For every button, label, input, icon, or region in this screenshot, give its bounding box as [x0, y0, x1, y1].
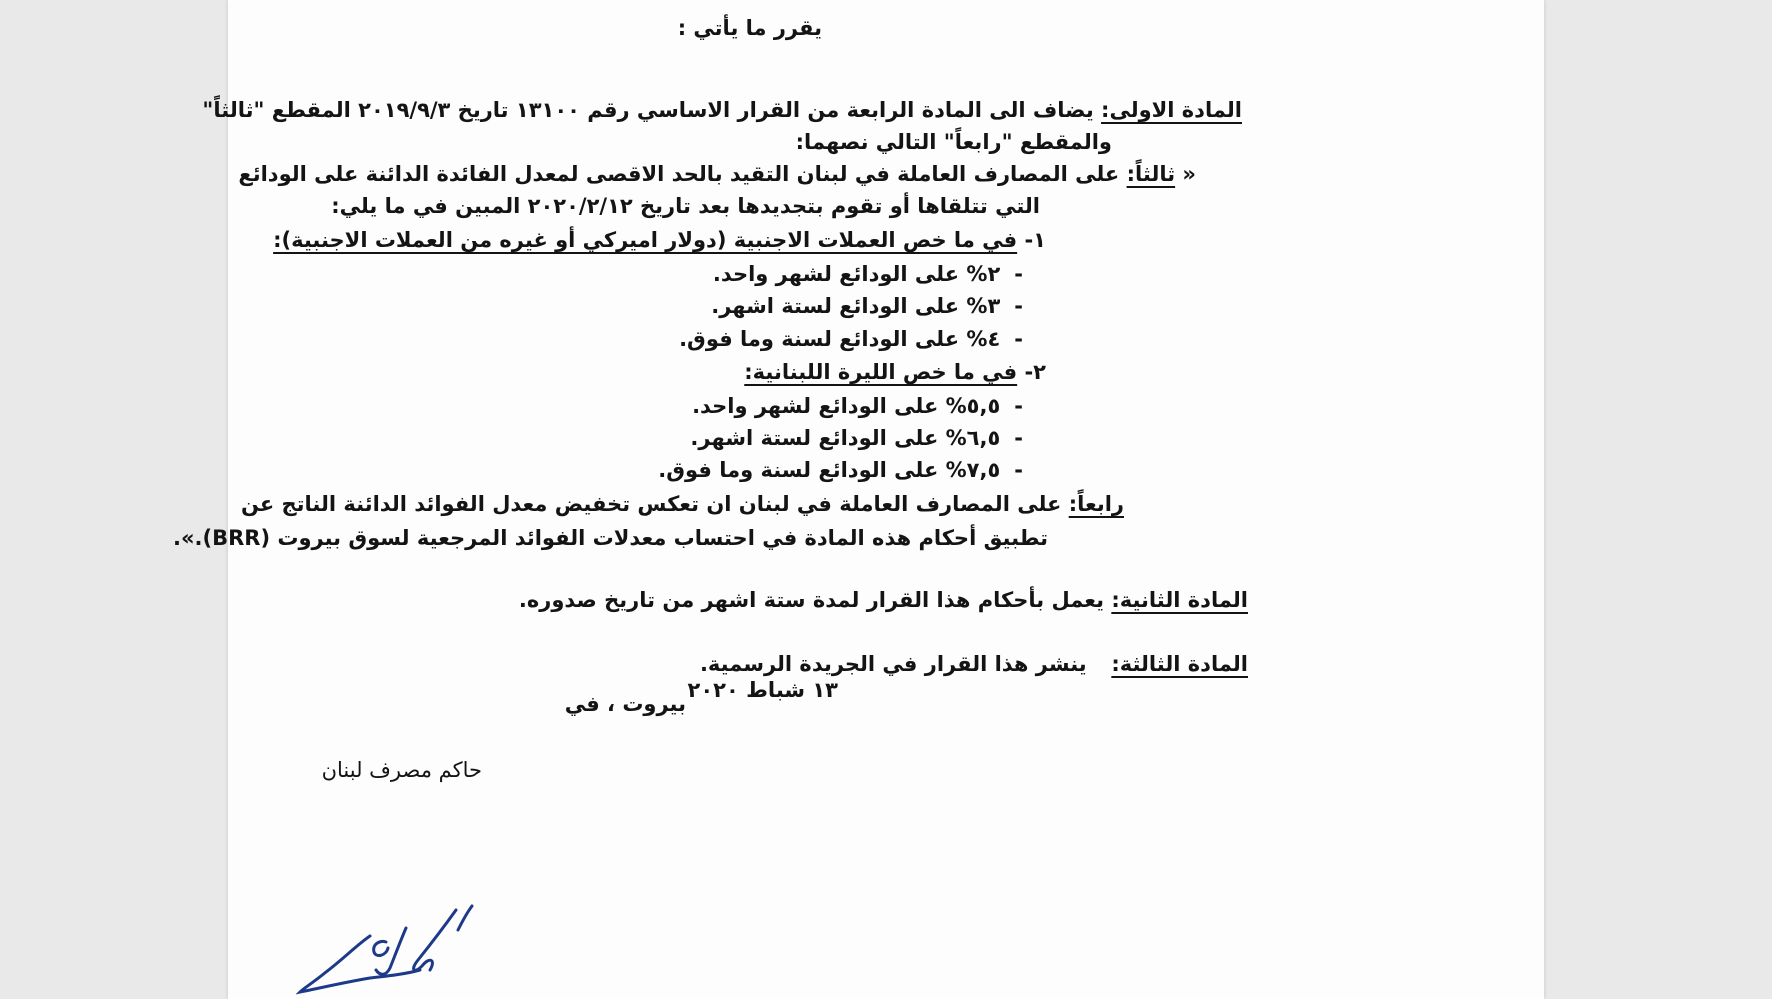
item-dash: -: [1014, 327, 1023, 351]
list-item-text: ٦,٥% على الودائع لستة اشهر.: [690, 426, 1001, 450]
list-item-text: ٤% على الودائع لسنة وما فوق.: [679, 327, 1001, 351]
section2-heading: [744, 358, 1046, 386]
list-item-text: ٣% على الودائع لستة اشهر.: [711, 294, 1001, 318]
section1-title: في ما خص العملات الاجنبية (دولار اميركي أو غيره من العملات الاجنبية):: [273, 228, 1018, 252]
list-item: [692, 392, 1023, 420]
list-item: [679, 325, 1023, 353]
list-item: [690, 424, 1023, 452]
fourth-line1: [241, 490, 1124, 518]
article3-text: ينشر هذا القرار في الجريدة الرسمية.: [699, 652, 1087, 676]
fourth-text-line2: تطبيق أحكام هذه المادة في احتساب معدلات الفوائد المرجعية لسوق بيروت (BRR).».: [172, 526, 1048, 550]
section1-heading: [273, 226, 1046, 254]
fourth-line2: [173, 524, 1048, 552]
section1-num: ١-: [1024, 228, 1046, 252]
third-line2: [331, 192, 1040, 220]
section2-num: ٢-: [1024, 360, 1046, 384]
document-page: [172, 0, 1544, 999]
fourth-text-line1: على المصارف العاملة في لبنان ان تعكس تخفيض معدل الفوائد الدائنة الناتج عن: [240, 492, 1062, 516]
article3: [700, 650, 1248, 678]
third-text-line2: التي تتلقاها أو تقوم بتجديدها بعد تاريخ ٢٠٢٠/٢/١٢ المبين في ما يلي:: [331, 194, 1040, 218]
issue-place: [565, 690, 686, 718]
handwritten-signature: [296, 900, 496, 996]
issue-place-value: بيروت ، في: [564, 692, 686, 716]
article2-text: يعمل بأحكام هذا القرار لمدة ستة اشهر من تاريخ صدوره.: [518, 588, 1105, 612]
fourth-label: رابعاً:: [1068, 492, 1124, 516]
article3-label: المادة الثالثة:: [1111, 652, 1248, 676]
third-text-line1: على المصارف العاملة في لبنان التقيد بالحد الاقصى لمعدل الفائدة الدائنة على الودائع: [238, 162, 1120, 186]
article2-label: المادة الثانية:: [1111, 588, 1248, 612]
list-item: [713, 260, 1023, 288]
item-dash: -: [1014, 394, 1023, 418]
issue-date-value: ١٣ شباط ٢٠٢٠: [687, 678, 838, 702]
article1-line1: [202, 96, 1242, 124]
article1-text-line2: والمقطع "رابعاً" التالي نصهما:: [795, 130, 1112, 154]
list-item-text: ٧,٥% على الودائع لسنة وما فوق.: [658, 458, 1001, 482]
article1-line2: [796, 128, 1112, 156]
article2: [519, 586, 1248, 614]
issue-date: [688, 676, 838, 704]
article1-text-line1: يضاف الى المادة الرابعة من القرار الاساسي رقم ١٣١٠٠ تاريخ ٢٠١٩/٩/٣ المقطع "ثالثاً": [202, 98, 1094, 122]
list-item-text: ٢% على الودائع لشهر واحد.: [712, 262, 1001, 286]
item-dash: -: [1014, 262, 1023, 286]
decision-heading: يقرر ما يأتي :: [677, 16, 822, 40]
item-dash: -: [1014, 426, 1023, 450]
article1-label: المادة الاولى:: [1101, 98, 1242, 122]
third-line1: [238, 160, 1196, 188]
list-item-text: ٥,٥% على الودائع لشهر واحد.: [692, 394, 1001, 418]
signatory-title: حاكم مصرف لبنان: [321, 758, 482, 782]
list-item: [658, 456, 1023, 484]
item-dash: -: [1014, 294, 1023, 318]
quote-open: «: [1182, 162, 1196, 186]
list-item: [711, 292, 1023, 320]
section2-title: في ما خص الليرة اللبنانية:: [744, 360, 1018, 384]
third-label: ثالثاً:: [1126, 162, 1176, 186]
item-dash: -: [1014, 458, 1023, 482]
